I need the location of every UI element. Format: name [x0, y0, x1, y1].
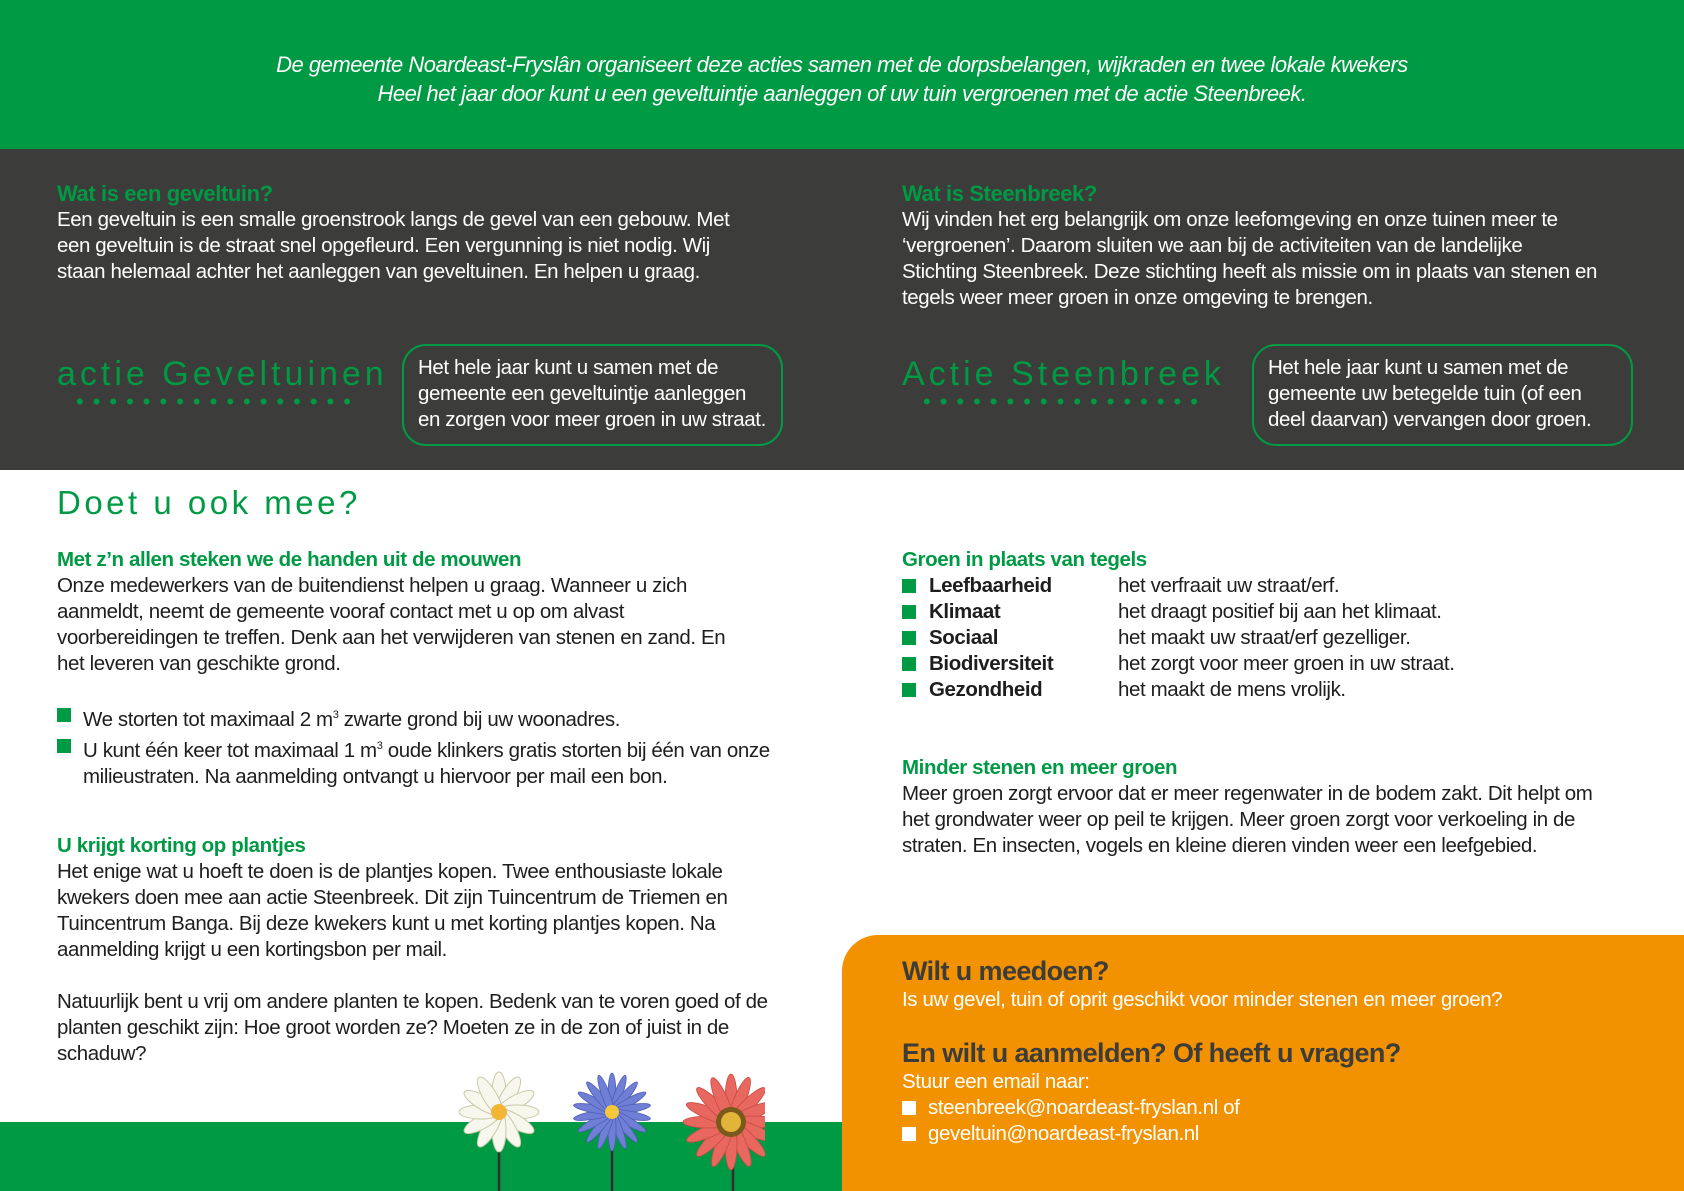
white-square-bullet-icon	[902, 1101, 916, 1115]
korting-heading: U krijgt korting op plantjes	[57, 834, 306, 857]
geveltuin-text: Een geveltuin is een smalle groenstrook langs de gevel van een gebouw. Met een geveltuin is de straat snel opgefleurd. Een vergunning is niet nodig. Wij staan helemaal achter het aanleggen van geveltuinen. En helpen u graag.	[57, 208, 730, 283]
korting-text-1: Het enige wat u hoeft te doen is de plantjes kopen. Twee enthousiaste lokale kwekers doen mee aan actie Steenbreek. Dit zijn Tuincentrum de Triemen en Tuincentrum Banga. Bij deze kwekers kunt u met korting plantjes kopen. Na aanmelding krijgt u een kortingsbon per mail.	[57, 860, 728, 961]
list-item: We storten tot maximaal 2 $m^3$ zwarte grond bij uw woonadres.	[57, 702, 777, 733]
korting-text-2: Natuurlijk bent u vrij om andere planten te kopen. Bedenk van te voren goed of de planten geschikt zijn: Hoe groot worden ze? Moeten ze in de zon of juist in de schaduw?	[57, 990, 768, 1065]
steenbreek-dots: •••••••••••••••••	[923, 389, 1207, 414]
green-square-bullet-icon	[57, 708, 71, 722]
minder-text: Meer groen zorgt ervoor dat er meer regenwater in de bodem zakt. Dit helpt om het grondwater weer op peil te krijgen. Meer groen zorgt voor verkoeling in de straten. En insecten, vogels en kleine dieren vinden weer een leefgebied.	[902, 782, 1593, 857]
benefit-row: Biodiversiteit het zorgt voor meer groen in uw straat.	[902, 651, 1622, 677]
contact-subtitle-2: Stuur een email naar:	[902, 1070, 1090, 1093]
geveltuin-action-title: actie Geveltuinen	[57, 355, 388, 393]
daisy-flower-icon	[459, 1072, 539, 1191]
green-square-bullet-icon	[902, 579, 916, 593]
green-square-bullet-icon	[902, 683, 916, 697]
handen-text: Onze medewerkers van de buitendienst helpen u graag. Wanneer u zich aanmeldt, neemt de gemeente vooraf contact met u op om alvast voorbereidingen te treffen. Denk aan het verwijderen van stenen en zand. En het leveren van geschikte grond.	[57, 574, 726, 675]
geveltuin-section	[57, 181, 757, 285]
contact-title-1: Wilt u meedoen?	[902, 956, 1109, 986]
steenbreek-action-title: Actie Steenbreek	[902, 355, 1225, 393]
handen-bullets	[57, 702, 777, 790]
groen-section	[902, 547, 1622, 703]
contact-section	[902, 955, 1642, 1147]
email-link-steenbreek[interactable]: steenbreek@noardeast-fryslan.nl of	[902, 1095, 1642, 1121]
white-square-bullet-icon	[902, 1127, 916, 1141]
benefit-row: Sociaal het maakt uw straat/erf gezelliger.	[902, 625, 1622, 651]
gerbera-flower-icon	[683, 1074, 765, 1191]
benefit-row: Klimaat het draagt positief bij aan het klimaat.	[902, 599, 1622, 625]
email-link-geveltuin[interactable]: geveltuin@noardeast-fryslan.nl	[902, 1121, 1642, 1147]
green-square-bullet-icon	[57, 739, 71, 753]
contact-title-2: En wilt u aanmelden? Of heeft u vragen?	[902, 1038, 1401, 1068]
steenbreek-text: Wij vinden het erg belangrijk om onze leefomgeving en onze tuinen meer te ‘vergroenen’. Daarom sluiten we aan bij de activiteiten van de landelijke Stichting Steenbreek. Deze stichting heeft als missie om in plaats van stenen en tegels weer meer groen in onze omgeving te brengen.	[902, 208, 1598, 309]
benefit-row: Leefbaarheid het verfraait uw straat/erf.	[902, 573, 1622, 599]
benefit-row: Gezondheid het maakt de mens vrolijk.	[902, 677, 1622, 703]
geveltuin-dots: •••••••••••••••••	[76, 389, 360, 414]
contact-subtitle-1: Is uw gevel, tuin of oprit geschikt voor minder stenen en meer groen?	[902, 988, 1503, 1011]
handen-section	[57, 547, 757, 677]
list-item: U kunt één keer tot maximaal 1 $m^3$ oude klinkers gratis storten bij één van onze milieustraten. Na aanmelding ontvangt u hiervoor per mail een bon.	[57, 733, 777, 790]
korting-section	[57, 833, 777, 1067]
minder-heading: Minder stenen en meer groen	[902, 756, 1178, 779]
intro-line-1: De gemeente Noardeast-Fryslân organiseert deze acties samen met de dorpsbelangen, wijkraden en twee lokale kwekers	[276, 52, 1408, 77]
aster-flower-icon	[573, 1073, 651, 1191]
green-square-bullet-icon	[902, 657, 916, 671]
steenbreek-callout: Het hele jaar kunt u samen met de gemeente uw betegelde tuin (of een deel daarvan) vervangen door groen.	[1252, 344, 1633, 446]
steenbreek-section	[902, 181, 1622, 311]
green-square-bullet-icon	[902, 631, 916, 645]
green-square-bullet-icon	[902, 605, 916, 619]
flowers-illustration	[455, 1070, 765, 1191]
geveltuin-callout: Het hele jaar kunt u samen met de gemeente een geveltuintje aanleggen en zorgen voor meer groen in uw straat.	[402, 344, 783, 446]
steenbreek-heading: Wat is Steenbreek?	[902, 181, 1097, 206]
geveltuin-heading: Wat is een geveltuin?	[57, 181, 273, 206]
groen-heading: Groen in plaats van tegels	[902, 548, 1147, 571]
minder-section	[902, 755, 1622, 859]
doet-mee-title: Doet u ook mee?	[57, 484, 361, 521]
handen-heading: Met z’n allen steken we de handen uit de mouwen	[57, 548, 522, 571]
intro-line-2: Heel het jaar door kunt u een geveltuintje aanleggen of uw tuin vergroenen met de actie Steenbreek.	[377, 81, 1307, 106]
